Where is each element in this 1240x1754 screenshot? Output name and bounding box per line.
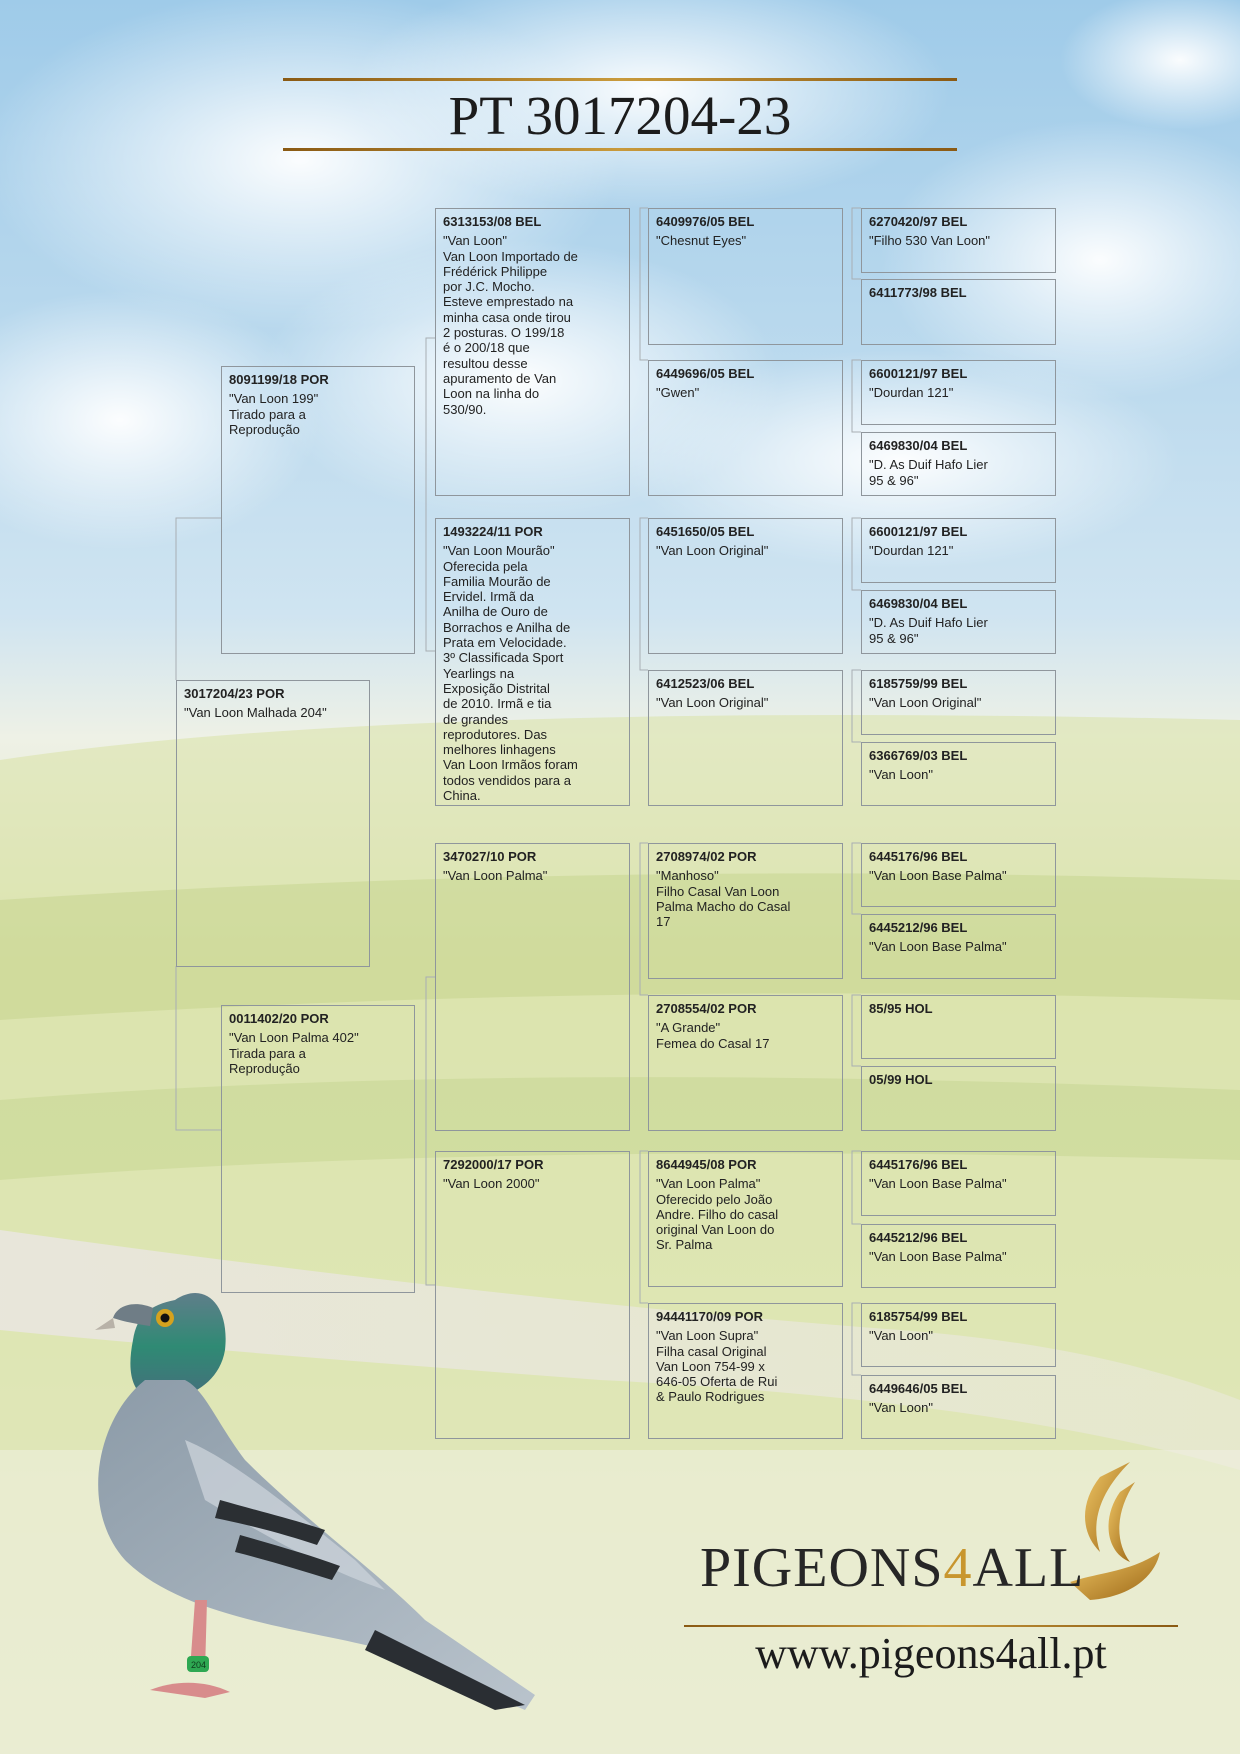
brand-name-part: ALL <box>972 1537 1085 1599</box>
pedigree-great-grandparent <box>648 670 843 806</box>
pedigree-great-grandparent <box>648 518 843 654</box>
pedigree-sire <box>221 366 415 654</box>
pedigree-great-great-grandparent <box>861 914 1056 979</box>
pedigree-great-great-grandparent <box>861 518 1056 583</box>
ring-number: 6185754/99 BEL <box>869 1309 968 1324</box>
bird-notes: "Van Loon 199" Tirado para a Reprodução <box>229 391 319 437</box>
pedigree-great-grandparent <box>648 1303 843 1439</box>
ring-number: 6185759/99 BEL <box>869 676 968 691</box>
bird-notes: "Dourdan 121" <box>869 543 954 559</box>
bird-notes: "Van Loon Palma 402" Tirada para a Reprodução <box>229 1030 359 1076</box>
ring-number: 8091199/18 POR <box>229 372 329 387</box>
leg-band-label: 204 <box>191 1660 207 1670</box>
pedigree-great-great-grandparent <box>861 1151 1056 1216</box>
pedigree-great-great-grandparent <box>861 279 1056 345</box>
pedigree-great-grandparent <box>648 995 843 1131</box>
bird-notes: "Chesnut Eyes" <box>656 233 747 249</box>
ring-number: 6449696/05 BEL <box>656 366 755 381</box>
brand-rule <box>684 1625 1178 1627</box>
ring-number: 6412523/06 BEL <box>656 676 755 691</box>
pedigree-great-great-grandparent <box>861 1224 1056 1288</box>
pedigree-great-grandparent <box>648 1151 843 1287</box>
ring-number: 6600121/97 BEL <box>869 524 968 539</box>
bird-notes: "Van Loon" Van Loon Importado de Frédérick Philippe por J.C. Mocho. Esteve emprestado na minha casa onde tirou 2 posturas. O 199/18 é o 200/18 que resultou desse apuramento de Van Loon na linha do 530/90. <box>443 233 578 417</box>
pedigree-great-great-grandparent <box>861 208 1056 273</box>
ring-number: 94441170/09 POR <box>656 1309 763 1324</box>
brand-name <box>700 1536 1100 1600</box>
brand-name-part: PIGEONS <box>700 1537 944 1599</box>
pedigree-great-great-grandparent <box>861 843 1056 907</box>
ring-number: 1493224/11 POR <box>443 524 543 539</box>
ring-number: 85/95 HOL <box>869 1001 933 1016</box>
ring-number: 2708974/02 POR <box>656 849 757 864</box>
website-url[interactable]: www.pigeons4all.pt <box>755 1629 1107 1678</box>
pedigree-great-grandparent <box>648 208 843 345</box>
pedigree-grandparent <box>435 518 630 806</box>
bird-notes: "Van Loon 2000" <box>443 1176 540 1192</box>
pedigree-great-grandparent <box>648 843 843 979</box>
ring-number: 347027/10 POR <box>443 849 537 864</box>
bird-notes: "Van Loon" <box>869 767 933 783</box>
pedigree-grandparent <box>435 843 630 1131</box>
bird-notes: "A Grande" Femea do Casal 17 <box>656 1020 770 1051</box>
ring-number: 6313153/08 BEL <box>443 214 542 229</box>
ring-number: 6445212/96 BEL <box>869 920 968 935</box>
pedigree-great-great-grandparent <box>861 1066 1056 1131</box>
ring-number: 8644945/08 POR <box>656 1157 757 1172</box>
ring-number: 6366769/03 BEL <box>869 748 968 763</box>
ring-number: 0011402/20 POR <box>229 1011 329 1026</box>
bird-notes: "D. As Duif Hafo Lier 95 & 96" <box>869 457 988 488</box>
bird-notes: "Van Loon" <box>869 1328 933 1344</box>
pedigree-great-great-grandparent <box>861 670 1056 735</box>
ring-number: 7292000/17 POR <box>443 1157 544 1172</box>
bird-notes: "Van Loon Base Palma" <box>869 939 1007 955</box>
ring-number: 6600121/97 BEL <box>869 366 968 381</box>
bird-notes: "Van Loon Base Palma" <box>869 1176 1007 1192</box>
bird-notes: "Van Loon Supra" Filha casal Original Van Loon 754-99 x 646-05 Oferta de Rui & Paulo Rodrigues <box>656 1328 778 1405</box>
bird-notes: "Van Loon Base Palma" <box>869 1249 1007 1265</box>
ring-number: 6469830/04 BEL <box>869 438 968 453</box>
ring-number: 6469830/04 BEL <box>869 596 968 611</box>
bird-notes: "Dourdan 121" <box>869 385 954 401</box>
ring-number: 6445176/96 BEL <box>869 849 968 864</box>
ring-number: 6449646/05 BEL <box>869 1381 968 1396</box>
pedigree-great-great-grandparent <box>861 742 1056 806</box>
bird-notes: "Gwen" <box>656 385 700 401</box>
page-title: PT 3017204-23 <box>448 85 792 146</box>
pigeon-illustration <box>55 1200 555 1720</box>
ring-number: 6409976/05 BEL <box>656 214 755 229</box>
bird-notes: "Van Loon Original" <box>869 695 982 711</box>
pedigree-great-great-grandparent <box>861 590 1056 654</box>
bird-notes: "Van Loon Original" <box>656 695 769 711</box>
bird-notes: "Filho 530 Van Loon" <box>869 233 991 249</box>
pedigree-great-great-grandparent <box>861 1375 1056 1439</box>
bird-notes: "Van Loon Mourão" Oferecida pela Familia Mourão de Ervidel. Irmã da Anilha de Ouro de Borrachos e Anilha de Prata em Velocidade. 3º Classificada Sport Yearlings na Exposição Distrital de 2010. Irmã e tia de grandes reprodutores. Das melhores linhagens Van Loon Irmãos foram todos vendidos para a China. <box>443 543 578 804</box>
pedigree-grandparent <box>435 208 630 496</box>
ring-number: 2708554/02 POR <box>656 1001 757 1016</box>
pedigree-great-great-grandparent <box>861 1303 1056 1367</box>
ring-number: 05/99 HOL <box>869 1072 933 1087</box>
bird-notes: "Van Loon Palma" <box>443 868 548 884</box>
bird-notes: "Van Loon Malhada 204" <box>184 705 327 721</box>
ring-number: 6451650/05 BEL <box>656 524 755 539</box>
ring-number: 6445176/96 BEL <box>869 1157 968 1172</box>
bird-notes: "Van Loon Base Palma" <box>869 868 1007 884</box>
ring-number: 6445212/96 BEL <box>869 1230 968 1245</box>
pedigree-subject <box>176 680 370 967</box>
ring-number: 6270420/97 BEL <box>869 214 968 229</box>
pedigree-great-great-grandparent <box>861 360 1056 425</box>
ring-number: 6411773/98 BEL <box>869 285 967 300</box>
bird-notes: "Van Loon" <box>869 1400 933 1416</box>
pedigree-great-great-grandparent <box>861 995 1056 1059</box>
brand-name-accent: 4 <box>943 1537 973 1599</box>
bird-notes: "Manhoso" Filho Casal Van Loon Palma Macho do Casal 17 <box>656 868 791 930</box>
bird-notes: "Van Loon Palma" Oferecido pelo João Andre. Filho do casal original Van Loon do Sr. Palma <box>656 1176 779 1253</box>
bird-notes: "Van Loon Original" <box>656 543 769 559</box>
title-rule-bottom <box>283 148 957 151</box>
bird-notes: "D. As Duif Hafo Lier 95 & 96" <box>869 615 988 646</box>
title-rule-top <box>283 78 957 81</box>
pedigree-great-great-grandparent <box>861 432 1056 496</box>
ring-number: 3017204/23 POR <box>184 686 285 701</box>
pedigree-great-grandparent <box>648 360 843 496</box>
